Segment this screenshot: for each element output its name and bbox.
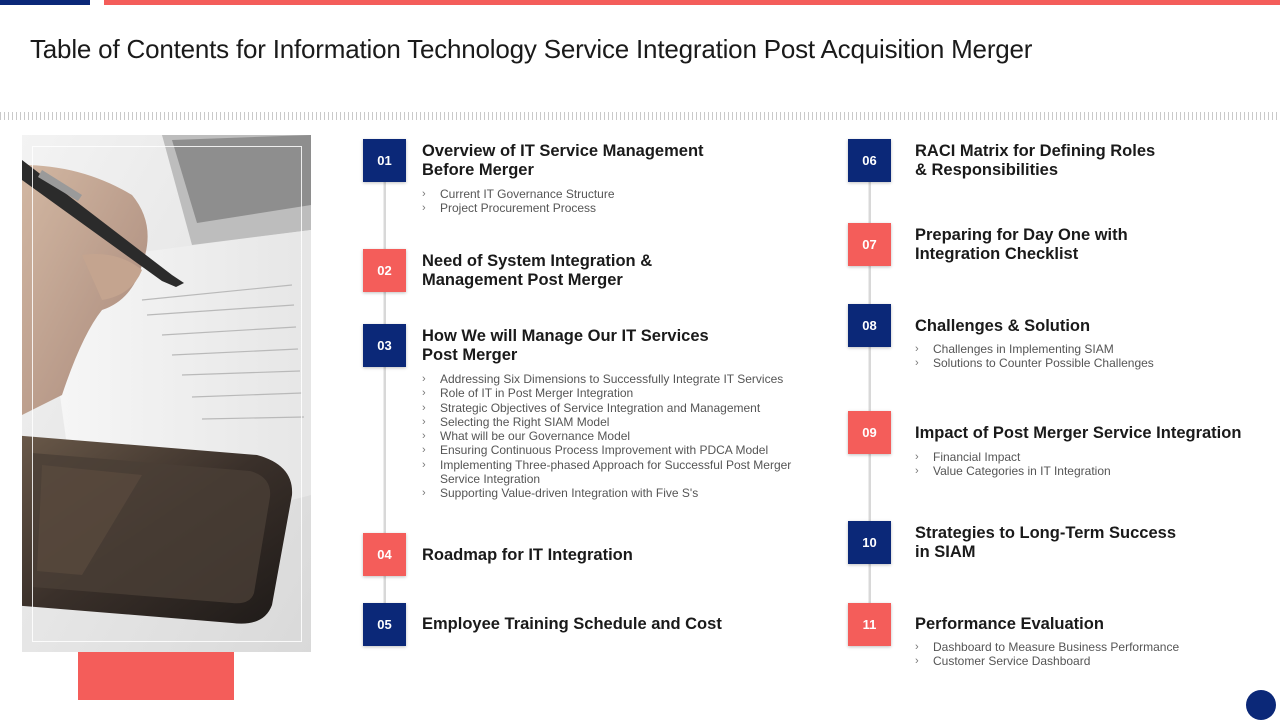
- list-item[interactable]: › Ensuring Continuous Process Improvement with PDCA Model: [422, 443, 769, 458]
- item-number-04: 04: [363, 533, 406, 576]
- list-item[interactable]: › Challenges in Implementing SIAM: [915, 342, 1114, 356]
- photo-hand-signing-document: [22, 135, 311, 652]
- item-heading-03[interactable]: How We will Manage Our IT Services Post Merger: [422, 327, 709, 364]
- chevron-right-icon: ›: [422, 458, 426, 471]
- item-heading-10[interactable]: Strategies to Long-Term Success in SIAM: [915, 524, 1177, 561]
- chevron-right-icon: ›: [915, 343, 919, 355]
- item-heading-09[interactable]: Impact of Post Merger Service Integration: [915, 424, 1242, 442]
- chevron-right-icon: ›: [422, 202, 426, 215]
- item-number-08: 08: [848, 304, 891, 347]
- chevron-right-icon: ›: [915, 655, 919, 668]
- item-subitems-08: [915, 342, 1255, 371]
- chevron-right-icon: ›: [915, 641, 919, 653]
- item-number-05: 05: [363, 603, 406, 646]
- item-heading-04[interactable]: Roadmap for IT Integration: [422, 546, 633, 564]
- chevron-right-icon: ›: [915, 357, 919, 370]
- list-item[interactable]: › Current IT Governance Structure: [422, 187, 615, 201]
- top-accent-bar-coral: [104, 0, 1280, 5]
- item-number-09: 09: [848, 411, 891, 454]
- chevron-right-icon: ›: [915, 465, 919, 478]
- item-heading-01[interactable]: Overview of IT Service Management Before Merger: [422, 142, 704, 179]
- corner-dot-decoration: [1246, 690, 1276, 720]
- list-item[interactable]: › What will be our Governance Model: [422, 429, 631, 444]
- list-item[interactable]: › Addressing Six Dimensions to Successfully Integrate IT Services: [422, 372, 784, 386]
- item-number-01: 01: [363, 139, 406, 182]
- item-number-10: 10: [848, 521, 891, 564]
- item-heading-08[interactable]: Challenges & Solution: [915, 317, 1091, 335]
- list-item[interactable]: › Financial Impact: [915, 450, 1021, 464]
- item-heading-02[interactable]: Need of System Integration & Management Post Merger: [422, 252, 653, 289]
- chevron-right-icon: ›: [422, 387, 426, 400]
- chevron-right-icon: ›: [422, 188, 426, 200]
- item-heading-05[interactable]: Employee Training Schedule and Cost: [422, 615, 722, 633]
- item-subitems-01: [422, 187, 802, 216]
- item-number-02: 02: [363, 249, 406, 292]
- chevron-right-icon: ›: [422, 430, 426, 443]
- list-item[interactable]: › Customer Service Dashboard: [915, 654, 1091, 669]
- item-heading-07[interactable]: Preparing for Day One with Integration Checklist: [915, 226, 1128, 263]
- item-number-07: 07: [848, 223, 891, 266]
- item-heading-06[interactable]: RACI Matrix for Defining Roles & Responsibilities: [915, 142, 1156, 179]
- list-item[interactable]: › Solutions to Counter Possible Challenges: [915, 356, 1154, 371]
- list-item[interactable]: › Selecting the Right SIAM Model: [422, 414, 610, 429]
- list-item[interactable]: › Project Procurement Process: [422, 201, 597, 216]
- item-subitems-09: [915, 450, 1255, 479]
- list-item[interactable]: › Dashboard to Measure Business Performance: [915, 640, 1180, 654]
- top-accent-bar-navy: [0, 0, 90, 5]
- chevron-right-icon: ›: [422, 401, 426, 414]
- list-item[interactable]: › Supporting Value-driven Integration with Five S's: [422, 486, 699, 501]
- item-number-03: 03: [363, 324, 406, 367]
- hatched-divider: [0, 112, 1280, 120]
- item-subitems-03: [422, 372, 807, 501]
- chevron-right-icon: ›: [422, 444, 426, 457]
- chevron-right-icon: ›: [915, 451, 919, 463]
- list-item[interactable]: › Role of IT in Post Merger Integration: [422, 386, 634, 401]
- chevron-right-icon: ›: [422, 373, 426, 385]
- list-item[interactable]: › Implementing Three-phased Approach for Successful Post Merger Service Integration: [422, 457, 792, 487]
- item-heading-11[interactable]: Performance Evaluation: [915, 615, 1104, 633]
- chevron-right-icon: ›: [422, 415, 426, 428]
- chevron-right-icon: ›: [422, 487, 426, 500]
- coral-accent-block: [78, 652, 234, 700]
- item-number-06: 06: [848, 139, 891, 182]
- page-title: Table of Contents for Information Technology Service Integration Post Acquisition Merger: [30, 34, 1033, 64]
- item-subitems-11: [915, 640, 1255, 669]
- item-number-11: 11: [848, 603, 891, 646]
- list-item[interactable]: › Value Categories in IT Integration: [915, 464, 1111, 479]
- list-item[interactable]: › Strategic Objectives of Service Integration and Management: [422, 400, 761, 415]
